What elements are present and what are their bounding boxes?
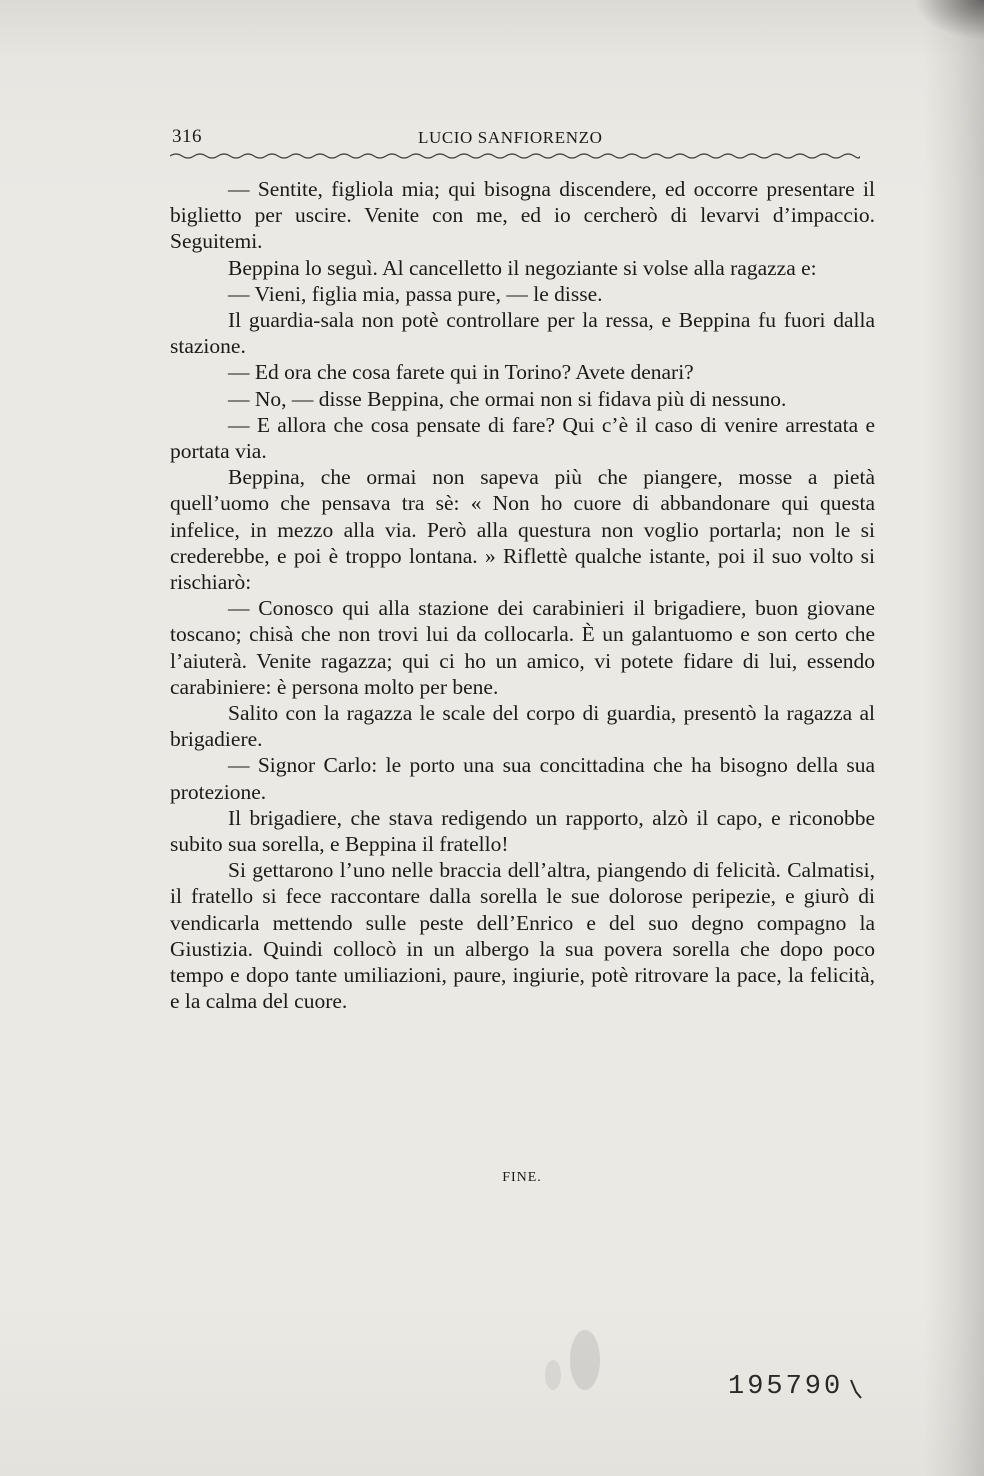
paragraph: Si gettarono l’uno nelle braccia dell’altra, piangendo di felicità. Calmatisi, il fratello si fece raccontare dalla sorella le sue dolorose peripezie, e giurò di vendicarla mettendo sulle peste dell’Enrico e del suo degno compagno la Giustizia. Quindi collocò in un albergo la sua povera sorella che dopo poco tempo e dopo tante umiliazioni, paure, ingiurie, potè ritrovare la pace, la felicità, e la calma del cuore. [170, 858, 875, 1014]
page-edge-shadow [924, 0, 984, 1476]
chapter-text [170, 176, 875, 1015]
paragraph: — Vieni, figlia mia, passa pure, — le disse. [228, 281, 603, 306]
paragraph: Il brigadiere, che stava redigendo un rapporto, alzò il capo, e riconobbe subito sua sorella, e Beppina il fratello! [170, 805, 875, 857]
page-header [170, 124, 860, 152]
paragraph: — Sentite, figliola mia; qui bisogna discendere, ed occorre presentare il biglietto per uscire. Venite con me, ed io cercherò di levarvi d’impaccio. Seguitemi. [170, 177, 875, 254]
ink-smudge [545, 1360, 561, 1390]
paragraph: Beppina, che ormai non sapeva più che piangere, mosse a pietà quell’uomo che pensava tra sè: « Non ho cuore di abbandonare qui questa infelice, in mezzo alla via. Però alla questura non voglio portarla; non le si crederebbe, e poi è troppo lontana. » Riflettè qualche istante, poi il suo volto si rischiarò: [170, 465, 875, 595]
paragraph: Beppina lo seguì. Al cancelletto il negoziante si volse alla ragazza e: [228, 255, 817, 280]
header-wavy-rule [170, 150, 860, 162]
paragraph: — E allora che cosa pensate di fare? Qui c’è il caso di venire arrestata e portata via. [170, 412, 875, 464]
corner-stain [914, 0, 984, 40]
end-mark: FINE. [502, 1170, 542, 1185]
paragraph: — No, — disse Beppina, che ormai non si fidava più di nessuno. [228, 386, 787, 411]
paragraph: Il guardia-sala non potè controllare per la ressa, e Beppina fu fuori dalla stazione. [170, 308, 875, 359]
paragraph: — Conosco qui alla stazione dei carabinieri il brigadiere, buon giovane toscano; chisà che non trovi lui da collocarla. È un galantuomo e son certo che l’aiuterà. Venite ragazza; qui ci ho un amico, vi potete fidare di lui, essendo carabiniere: è persona molto per bene. [170, 596, 875, 699]
running-head: LUCIO SANFIORENZO [418, 128, 603, 147]
paragraph: Salito con la ragazza le scale del corpo di guardia, presentò la ragazza al brigadiere. [170, 701, 875, 752]
paragraph: — Ed ora che cosa farete qui in Torino? Avete denari? [228, 360, 694, 385]
library-stamp-number: 195790 [728, 1372, 844, 1402]
page-number: 316 [172, 126, 202, 147]
stamp-tick-mark [848, 1378, 864, 1400]
paragraph: — Signor Carlo: le porto una sua concittadina che ha bisogno della sua protezione. [170, 753, 875, 804]
ink-smudge [570, 1330, 600, 1390]
